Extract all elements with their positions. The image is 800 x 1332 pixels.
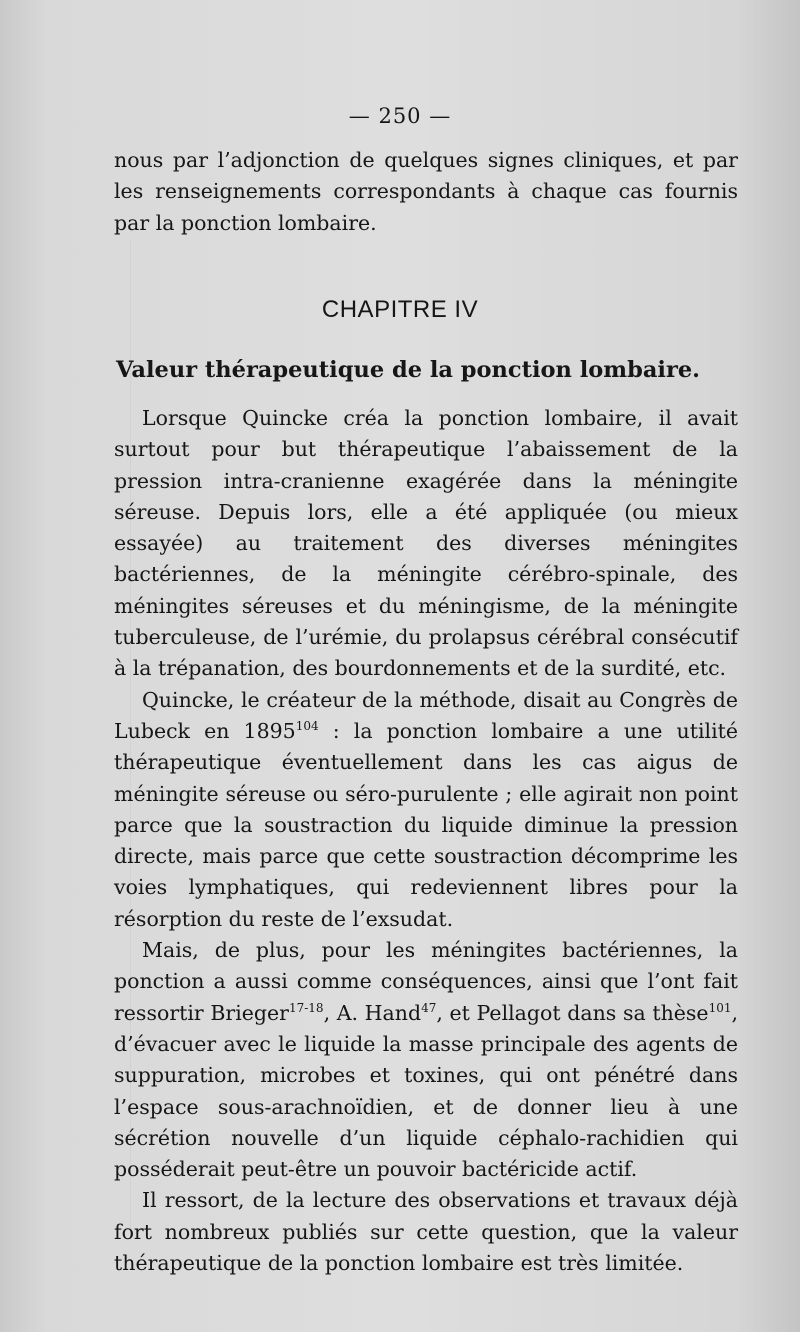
- paragraph-3-text-d: , d’évacuer avec le liquide la masse principale des agents de suppuration, microbes et toxines, qui ont pénétré dans l’espace sous-arachnoïdien, et de donner lieu à une sécrétion nouvelle d’un liquide céphalo-rachidien qui posséderait peut-être un pouvoir bactéricide actif.: [114, 1000, 738, 1182]
- body-text: [114, 403, 738, 1279]
- paragraph-2-text-b: : la ponction lombaire a une utilité thérapeutique éventuellement dans les cas aigus de méningite séreuse ou séro-purulente ; elle agirait non point parce que la soustraction du liquide diminue la pression directe, mais parce que cette soustraction décomprime les voies lymphatiques, qui redeviennent libres pour la résorption du reste de l’exsudat.: [114, 718, 739, 931]
- page-number: — 250 —: [348, 104, 452, 128]
- paragraph-4: Il ressort, de la lecture des observations et travaux déjà fort nombreux publiés sur cette question, que la valeur thérapeutique de la ponction lombaire est très limitée.: [114, 1188, 738, 1276]
- paragraph-3: [114, 935, 738, 1185]
- footnote-ref: 17-18: [288, 1000, 324, 1015]
- paragraph-1: Lorsque Quincke créa la ponction lombaire, il avait surtout pour but thérapeutique l’abaissement de la pression intra-cranienne exagérée dans la méningite séreuse. Depuis lors, elle a été appliquée (ou mieux essayée) au traitement des diverses méningites bactériennes, de la méningite cérébro-spinale, des méningites séreuses et du méningisme, de la méningite tuberculeuse, de l’urémie, du prolapsus cérébral consécutif à la trépanation, des bourdonnements et de la surdité, etc.: [114, 406, 738, 681]
- continuation-text: nous par l’adjonction de quelques signes cliniques, et par les renseignements correspondants à chaque cas fournis par la ponction lombaire.: [114, 148, 738, 235]
- footnote-ref: 104: [295, 718, 319, 733]
- paragraph-2: [114, 685, 738, 935]
- continued-paragraph: [114, 145, 738, 239]
- paragraph-2-text-a: Quincke, le créateur de la méthode, disait au Congrès de Lubeck en 1895: [114, 687, 738, 743]
- section-title: Valeur thérapeutique de la ponction lombaire.: [116, 357, 700, 383]
- paragraph-3-text-a: Mais, de plus, pour les méningites bactériennes, la ponction a aussi comme conséquences, ainsi que l’ont fait ressortir Brieger: [114, 938, 738, 1025]
- footnote-ref: 47: [421, 1000, 437, 1015]
- paragraph-3-text-c: , et Pellagot dans sa thèse: [436, 1000, 709, 1025]
- footnote-ref: 101: [708, 1000, 732, 1015]
- paragraph-3-text-b: , A. Hand: [323, 1000, 422, 1025]
- chapter-title: CHAPITRE IV: [321, 296, 479, 323]
